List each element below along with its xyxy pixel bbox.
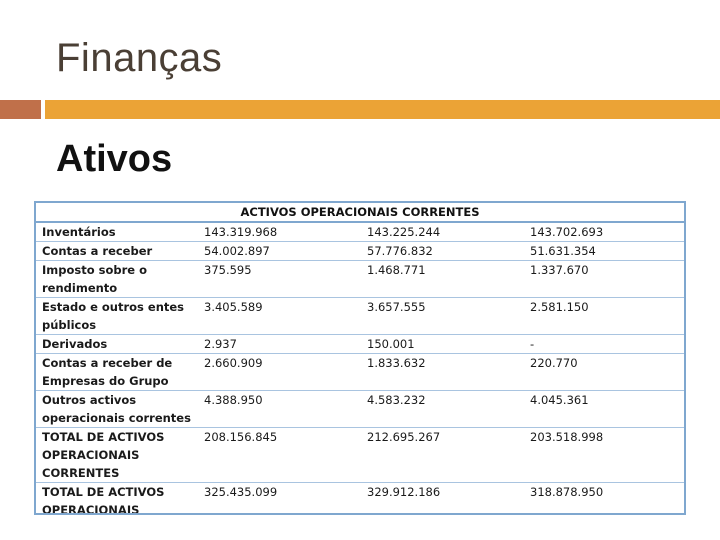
table-row (36, 298, 684, 335)
value-cell: 1.833.632 (361, 354, 524, 391)
financial-table (36, 203, 684, 515)
table-row (36, 242, 684, 261)
value-cell: 2.581.150 (524, 298, 684, 335)
slide-title: Finanças (56, 36, 223, 80)
value-cell: 212.695.267 (361, 428, 524, 483)
row-label: Contas a receber (36, 242, 198, 261)
accent-bar-right (45, 100, 720, 119)
value-cell: 208.156.845 (198, 428, 361, 483)
row-label: Estado e outros entes públicos (36, 298, 198, 335)
row-label: Outros activos operacionais correntes (36, 391, 198, 428)
row-label: TOTAL DE ACTIVOS OPERACIONAIS CORRENTES (36, 428, 198, 483)
value-cell: 375.595 (198, 261, 361, 298)
row-label: TOTAL DE ACTIVOS OPERACIONAIS (36, 483, 198, 516)
table-row (36, 222, 684, 242)
value-cell: 4.583.232 (361, 391, 524, 428)
value-cell: 3.657.555 (361, 298, 524, 335)
table-row (36, 391, 684, 428)
row-label: Contas a receber de Empresas do Grupo (36, 354, 198, 391)
value-cell: 4.388.950 (198, 391, 361, 428)
table-row (36, 483, 684, 516)
slide-subtitle: Ativos (56, 138, 173, 180)
table-header-row (36, 203, 684, 222)
value-cell: 54.002.897 (198, 242, 361, 261)
value-cell: 143.319.968 (198, 222, 361, 242)
value-cell: 2.660.909 (198, 354, 361, 391)
financial-table-image (34, 201, 686, 515)
table-row (36, 354, 684, 391)
value-cell: 1.337.670 (524, 261, 684, 298)
table-row (36, 261, 684, 298)
value-cell: 150.001 (361, 335, 524, 354)
value-cell: 143.225.244 (361, 222, 524, 242)
accent-bar-left (0, 100, 41, 119)
value-cell: 318.878.950 (524, 483, 684, 516)
value-cell: 203.518.998 (524, 428, 684, 483)
value-cell: 3.405.589 (198, 298, 361, 335)
row-label: Imposto sobre o rendimento (36, 261, 198, 298)
table-row (36, 428, 684, 483)
value-cell: 329.912.186 (361, 483, 524, 516)
value-cell: 2.937 (198, 335, 361, 354)
value-cell: 51.631.354 (524, 242, 684, 261)
row-label: Derivados (36, 335, 198, 354)
value-cell: 1.468.771 (361, 261, 524, 298)
value-cell: 57.776.832 (361, 242, 524, 261)
value-cell: 325.435.099 (198, 483, 361, 516)
value-cell: - (524, 335, 684, 354)
value-cell: 220.770 (524, 354, 684, 391)
table-header: ACTIVOS OPERACIONAIS CORRENTES (36, 203, 684, 222)
value-cell: 4.045.361 (524, 391, 684, 428)
row-label: Inventários (36, 222, 198, 242)
table-row (36, 335, 684, 354)
value-cell: 143.702.693 (524, 222, 684, 242)
